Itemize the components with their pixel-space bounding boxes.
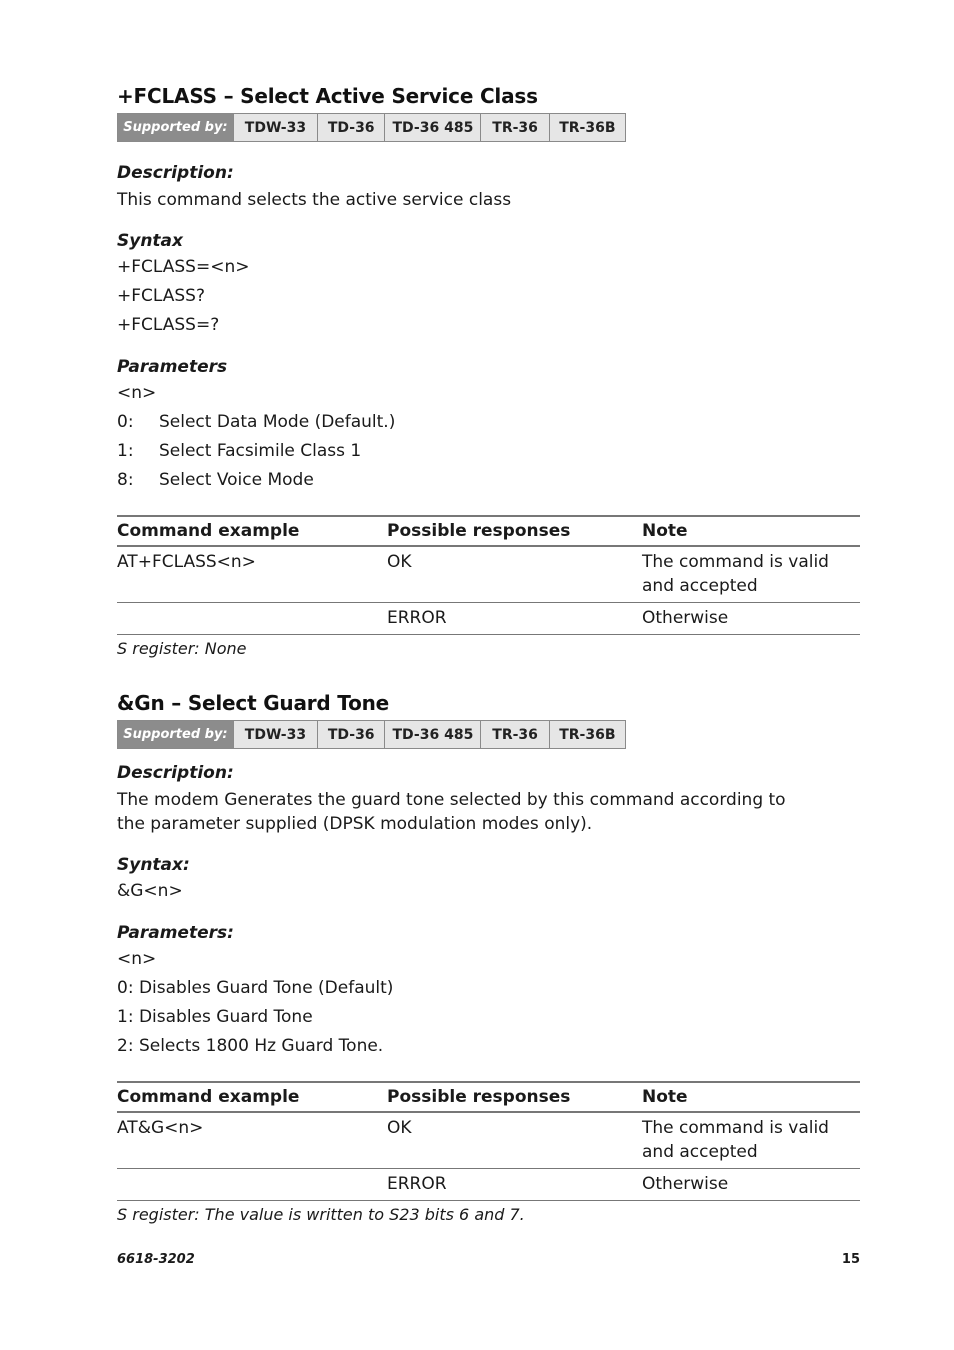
section-fclass	[117, 84, 860, 142]
column-header: Possible responses	[387, 516, 642, 546]
parameters-block	[117, 357, 860, 495]
parameters-heading: Parameters	[117, 357, 228, 377]
param-key: 0:	[117, 412, 134, 432]
table-cell	[117, 603, 387, 635]
command-table	[117, 515, 860, 635]
table-cell: AT&G<n>	[117, 1112, 387, 1169]
table-row	[117, 1112, 860, 1169]
model-badge: TR-36B	[550, 721, 625, 748]
parameters-block	[117, 923, 860, 1061]
syntax-line: &G<n>	[117, 881, 183, 901]
model-badge: TR-36B	[550, 114, 625, 141]
parameters-heading: Parameters:	[117, 923, 234, 943]
param-value: Select Data Mode (Default.)	[159, 412, 396, 432]
table-cell: ERROR	[387, 603, 642, 635]
param-key: 8:	[117, 470, 134, 490]
model-badge: TD-36	[318, 721, 385, 748]
table-cell: The command is valid and accepted	[642, 1112, 860, 1169]
model-badge: TD-36	[318, 114, 385, 141]
param-item: 2: Selects 1800 Hz Guard Tone.	[117, 1036, 384, 1056]
param-item	[117, 408, 860, 437]
table-cell: OK	[387, 546, 642, 603]
table-cell: Otherwise	[642, 1169, 860, 1201]
param-value: Select Voice Mode	[159, 470, 314, 490]
supported-by-label: Supported by:	[118, 114, 234, 141]
syntax-heading: Syntax:	[117, 855, 190, 875]
syntax-block	[117, 855, 860, 906]
model-badge: TR-36	[481, 114, 549, 141]
section-gn	[117, 691, 860, 749]
section-title: +FCLASS – Select Active Service Class	[117, 84, 538, 108]
column-header: Note	[642, 516, 860, 546]
description-text: The modem Generates the guard tone selected by this command according to the parameter supplied (DPSK modulation modes only).	[117, 790, 786, 834]
syntax-line: +FCLASS=<n>	[117, 257, 250, 277]
description-block	[117, 763, 860, 836]
description-block	[117, 163, 860, 212]
page-number: 15	[841, 1252, 860, 1267]
param-item: 1: Disables Guard Tone	[117, 1007, 313, 1027]
model-badge: TD-36 485	[385, 114, 481, 141]
column-header: Possible responses	[387, 1082, 642, 1112]
model-badge: TDW-33	[234, 114, 318, 141]
command-table	[117, 1081, 860, 1201]
table-cell: The command is valid and accepted	[642, 546, 860, 603]
table-header-row	[117, 516, 860, 546]
table-header-row	[117, 1082, 860, 1112]
supported-by-label: Supported by:	[118, 721, 234, 748]
s-register-note: S register: The value is written to S23 bits 6 and 7.	[117, 1205, 525, 1224]
param-name: <n>	[117, 949, 157, 969]
param-item	[117, 466, 860, 495]
table-cell: Otherwise	[642, 603, 860, 635]
description-heading: Description:	[117, 163, 234, 183]
model-badge: TR-36	[481, 721, 549, 748]
table-cell	[117, 1169, 387, 1201]
supported-by-bar	[117, 720, 626, 749]
syntax-heading: Syntax	[117, 231, 183, 251]
model-badge: TDW-33	[234, 721, 318, 748]
page-footer	[117, 1252, 860, 1267]
column-header: Command example	[117, 516, 387, 546]
model-badge: TD-36 485	[385, 721, 481, 748]
param-item: 0: Disables Guard Tone (Default)	[117, 978, 394, 998]
supported-by-bar	[117, 113, 626, 142]
command-table-block	[117, 515, 860, 658]
column-header: Command example	[117, 1082, 387, 1112]
command-table-block	[117, 1081, 860, 1224]
description-heading: Description:	[117, 763, 234, 783]
syntax-line: +FCLASS=?	[117, 315, 220, 335]
param-value: Select Facsimile Class 1	[159, 441, 362, 461]
table-cell: OK	[387, 1112, 642, 1169]
table-cell: ERROR	[387, 1169, 642, 1201]
syntax-block	[117, 231, 860, 340]
document-number: 6618-3202	[117, 1252, 195, 1267]
table-row	[117, 1169, 860, 1201]
s-register-note: S register: None	[117, 639, 247, 658]
syntax-line: +FCLASS?	[117, 286, 205, 306]
section-title: &Gn – Select Guard Tone	[117, 691, 390, 715]
column-header: Note	[642, 1082, 860, 1112]
param-item	[117, 437, 860, 466]
description-text: This command selects the active service class	[117, 190, 512, 210]
param-key: 1:	[117, 441, 134, 461]
param-name: <n>	[117, 383, 157, 403]
table-row	[117, 603, 860, 635]
table-row	[117, 546, 860, 603]
table-cell: AT+FCLASS<n>	[117, 546, 387, 603]
